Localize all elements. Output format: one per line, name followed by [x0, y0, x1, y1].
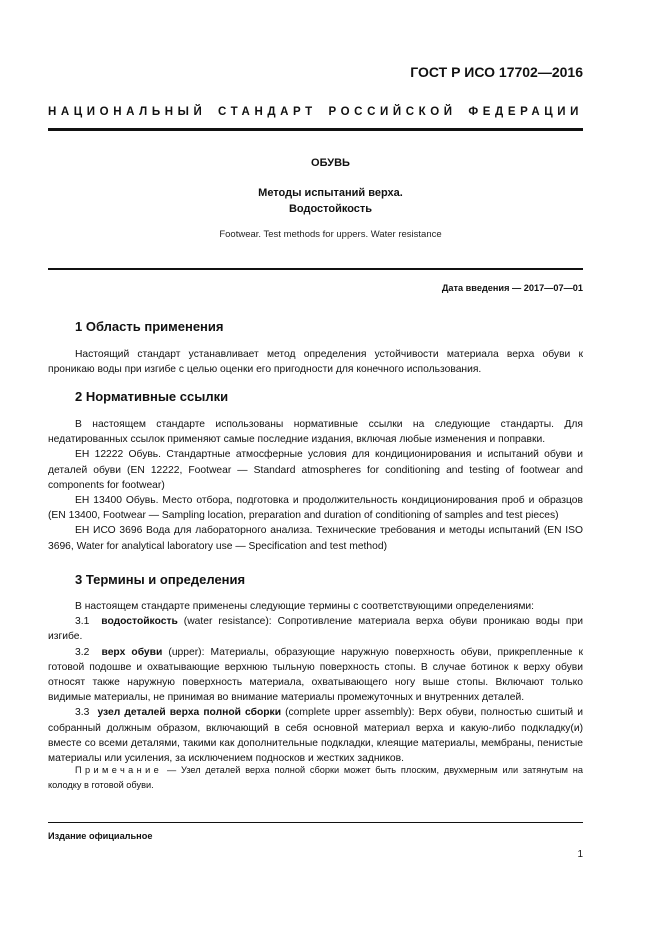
definition-term: узел деталей верха полной сборки [97, 707, 282, 719]
note-label: Примечание [75, 765, 163, 775]
reference-en-iso-3696: ЕН ИСО 3696 Вода для лабораторного анализа. Технические требования и методы испытаний (EN ISO 3696, Water for analytical laboratory use — Specification and test method) [48, 525, 583, 552]
document-title: ОБУВЬ [311, 157, 350, 169]
definition-number: 3.3 [75, 707, 90, 719]
section-3-paragraph-1: В настоящем стандарте применены следующие термины с соответствующими определениями: [75, 601, 535, 612]
header-divider [48, 128, 583, 131]
definition-text: (water resistance): Сопротивление материала верха обуви проникаю воды при изгибе. [48, 616, 583, 643]
definition-3-3 [48, 705, 583, 766]
note [48, 763, 583, 793]
introduction-date: Дата введения — 2017—07—01 [441, 283, 583, 293]
subtitle-line-2: Водостойкость [288, 203, 373, 215]
footer-divider [48, 822, 583, 823]
document-subtitle [0, 185, 661, 217]
definition-term: верх обуви [101, 646, 163, 658]
section-1-heading: 1 Область применения [75, 319, 224, 334]
definition-text: (upper): Материалы, образующие наружную поверхность обуви, прикрепленные к готовой подошве и охватывающие верхнюю тыльную поверхность стопы. В случае ботинок к верху обуви относят также наружную поверхность материала, охватывающего ногу выше стопы. Включают только видимые материалы, не принимая во внимание материалы промежуточных и внутренних деталей. [48, 646, 583, 704]
reference-en-12222: ЕН 12222 Обувь. Стандартные атмосферные условия для кондиционирования и испытаний обуви и деталей обуви (EN 12222, Footwear — Standard atmospheres for conditioning and testing of footwear and components for footwear) [48, 449, 583, 491]
definition-term: водостойкость [101, 616, 178, 628]
title-divider [48, 268, 583, 270]
subtitle-line-1: Методы испытаний верха. [258, 187, 403, 199]
section-3-heading: 3 Термины и определения [75, 572, 246, 587]
section-2-body [48, 417, 583, 554]
english-title: Footwear. Test methods for uppers. Water resistance [219, 229, 442, 240]
section-2-heading: 2 Нормативные ссылки [75, 389, 229, 404]
reference-en-13400: ЕН 13400 Обувь. Место отбора, подготовка и продолжительность кондиционирования проб и образцов (EN 13400, Footwear — Sampling location, preparation and duration of conditioning of samples and test pieces) [48, 495, 583, 522]
section-3-body [48, 599, 583, 766]
section-2-paragraph-1: В настоящем стандарте использованы нормативные ссылки на следующие стандарты. Для недатированных ссылок применяют самые последние издания, включая любые изменения и поправки. [48, 419, 583, 446]
document-code: ГОСТ Р ИСО 17702—2016 [410, 64, 583, 80]
page-number: 1 [577, 849, 583, 860]
definition-3-2 [48, 645, 583, 706]
section-1-paragraph: Настоящий стандарт устанавливает метод определения устойчивости материала верха обуви к проникаю воды при изгибе с целью оценки его пригодности для конечного использования. [48, 349, 583, 376]
definition-text: (complete upper assembly): Верх обуви, полностью сшитый и собранный должным образом, включающий в себя основной материал верха и какую-либо подкладку(и) вместе со всеми деталями, такими как дополнительные подкладки, клеящие материалы, мембраны, пенистые материалы или усиления, за исключением подносков и жестких задников. [48, 707, 583, 765]
edition-label: Издание официальное [48, 831, 153, 841]
definition-3-1 [48, 614, 583, 644]
definition-number: 3.2 [75, 646, 90, 658]
note-text: — Узел деталей верха полной сборки может быть плоским, двухмерным или затянутым на колодку в готовой обуви. [48, 765, 583, 790]
definition-number: 3.1 [75, 616, 90, 628]
national-standard-banner: НАЦИОНАЛЬНЫЙ СТАНДАРТ РОССИЙСКОЙ ФЕДЕРАЦИИ [48, 106, 583, 118]
